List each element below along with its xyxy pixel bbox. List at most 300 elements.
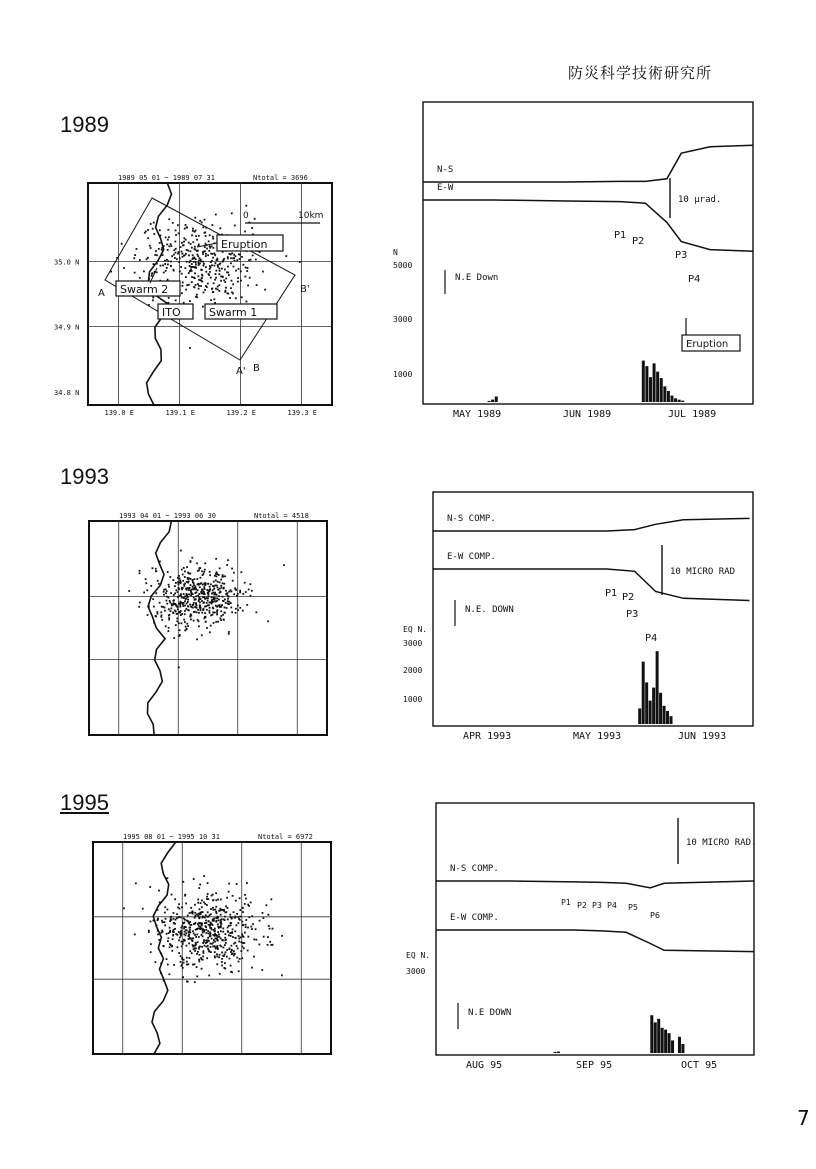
epicenter-dot xyxy=(194,923,196,925)
epicenter-dot xyxy=(196,607,198,609)
epicenter-dot xyxy=(181,569,183,571)
histogram-bar xyxy=(670,716,673,724)
epicenter-dot xyxy=(189,265,191,267)
epicenter-dot xyxy=(239,590,241,592)
epicenter-dot xyxy=(197,283,199,285)
epicenter-dot xyxy=(217,264,219,266)
epicenter-dot xyxy=(176,258,178,260)
histogram-bar xyxy=(657,1019,660,1053)
epicenter-dot xyxy=(179,634,181,636)
epicenter-dot xyxy=(158,248,160,250)
histogram-bar xyxy=(557,1052,560,1053)
epicenter-dot xyxy=(206,248,208,250)
epicenter-dot xyxy=(213,909,215,911)
epicenter-dot xyxy=(244,276,246,278)
epicenter-dot xyxy=(181,285,183,287)
epicenter-dot xyxy=(203,931,205,933)
epicenter-dot xyxy=(167,909,169,911)
epicenter-dot xyxy=(245,926,247,928)
peak-label: P2 xyxy=(632,236,645,247)
epicenter-dot xyxy=(206,896,208,898)
epicenter-dot xyxy=(206,932,208,934)
epicenter-dot xyxy=(231,918,233,920)
epicenter-dot xyxy=(206,602,208,604)
epicenter-dot xyxy=(183,597,185,599)
epicenter-dot xyxy=(138,606,140,608)
epicenter-dot xyxy=(172,938,174,940)
epicenter-dot xyxy=(215,899,217,901)
epicenter-dot xyxy=(209,602,211,604)
epicenter-dot xyxy=(192,964,194,966)
epicenter-dot xyxy=(189,929,191,931)
epicenter-dot xyxy=(213,939,215,941)
epicenter-dot xyxy=(173,612,175,614)
epicenter-dot xyxy=(200,607,202,609)
epicenter-dot xyxy=(212,589,214,591)
epicenter-dot xyxy=(173,922,175,924)
epicenter-dot xyxy=(217,259,219,261)
epicenter-dot xyxy=(223,583,225,585)
epicenter-dot xyxy=(212,236,214,238)
epicenter-dot xyxy=(159,229,161,231)
epicenter-dot xyxy=(189,604,191,606)
epicenter-dot xyxy=(173,600,175,602)
epicenter-dot xyxy=(145,582,147,584)
epicenter-dot xyxy=(232,257,234,259)
epicenter-dot xyxy=(206,627,208,629)
epicenter-dot xyxy=(164,924,166,926)
histogram-y-tick: 1000 xyxy=(403,695,423,704)
epicenter-dot xyxy=(178,916,180,918)
epicenter-dot xyxy=(176,917,178,919)
epicenter-dot xyxy=(181,941,183,943)
epicenter-dot xyxy=(222,955,224,957)
epicenter-dot xyxy=(184,919,186,921)
epicenter-dot xyxy=(178,903,180,905)
epicenter-dot xyxy=(178,232,180,234)
epicenter-dot xyxy=(187,599,189,601)
epicenter-dot xyxy=(186,249,188,251)
epicenter-dot xyxy=(246,882,248,884)
institute-header: 防災科学技術研究所 xyxy=(568,64,713,82)
epicenter-dot xyxy=(219,945,221,947)
epicenter-dot xyxy=(160,611,162,613)
epicenter-dot xyxy=(214,279,216,281)
epicenter-dot xyxy=(182,245,184,247)
histogram-bar xyxy=(638,708,641,724)
epicenter-dot xyxy=(139,277,141,279)
map-frame xyxy=(93,842,331,1054)
epicenter-dot xyxy=(154,254,156,256)
epicenter-dot xyxy=(184,621,186,623)
epicenter-dot xyxy=(177,907,179,909)
epicenter-dot xyxy=(187,920,189,922)
epicenter-dot xyxy=(211,938,213,940)
epicenter-dot xyxy=(183,567,185,569)
epicenter-dot xyxy=(209,268,211,270)
epicenter-dot xyxy=(221,276,223,278)
epicenter-dot xyxy=(159,901,161,903)
epicenter-dot xyxy=(170,919,172,921)
epicenter-dot xyxy=(218,268,220,270)
epicenter-dot xyxy=(224,281,226,283)
histogram-bar xyxy=(645,682,648,724)
epicenter-dot xyxy=(216,953,218,955)
epicenter-dot xyxy=(239,254,241,256)
epicenter-dot xyxy=(143,270,145,272)
epicenter-dot xyxy=(156,254,158,256)
epicenter-dot xyxy=(203,609,205,611)
epicenter-dot xyxy=(270,944,272,946)
epicenter-dot xyxy=(227,266,229,268)
epicenter-dot xyxy=(235,297,237,299)
epicenter-dot xyxy=(221,576,223,578)
epicenter-dot xyxy=(251,915,253,917)
epicenter-dot xyxy=(231,611,233,613)
epicenter-dot xyxy=(202,275,204,277)
epicenter-dot xyxy=(205,285,207,287)
epicenter-dot xyxy=(186,284,188,286)
epicenter-dot xyxy=(189,250,191,252)
epicenter-dot xyxy=(161,247,163,249)
epicenter-dot xyxy=(169,931,171,933)
epicenter-dot xyxy=(199,601,201,603)
epicenter-dot xyxy=(139,572,141,574)
epicenter-dot xyxy=(173,637,175,639)
epicenter-dot xyxy=(244,582,246,584)
epicenter-dot xyxy=(201,634,203,636)
epicenter-dot xyxy=(168,236,170,238)
epicenter-dot xyxy=(202,959,204,961)
epicenter-dot xyxy=(239,909,241,911)
epicenter-dot xyxy=(181,253,183,255)
epicenter-dot xyxy=(180,602,182,604)
epicenter-dot xyxy=(181,622,183,624)
epicenter-dot xyxy=(157,919,159,921)
epicenter-dot xyxy=(183,585,185,587)
epicenter-dot xyxy=(196,611,198,613)
epicenter-dot xyxy=(205,271,207,273)
epicenter-dot xyxy=(234,260,236,262)
scale-bar-start: 0 xyxy=(243,211,249,221)
epicenter-dot xyxy=(217,926,219,928)
map-x-tick: 139.3 E xyxy=(287,409,318,417)
epicenter-dot xyxy=(190,560,192,562)
epicenter-dot xyxy=(231,591,233,593)
epicenter-dot xyxy=(220,615,222,617)
epicenter-dot xyxy=(235,255,237,257)
epicenter-dot xyxy=(211,923,213,925)
epicenter-dot xyxy=(222,261,224,263)
epicenter-dot xyxy=(238,961,240,963)
epicenter-dot xyxy=(237,916,239,918)
epicenter-dot xyxy=(228,891,230,893)
epicenter-dot xyxy=(218,598,220,600)
epicenter-dot xyxy=(233,266,235,268)
map-x-tick: 139.0 E xyxy=(104,409,135,417)
epicenter-dot xyxy=(180,927,182,929)
epicenter-dot xyxy=(207,882,209,884)
epicenter-dot xyxy=(214,951,216,953)
epicenter-dot xyxy=(198,596,200,598)
epicenter-dot xyxy=(166,590,168,592)
epicenter-dot xyxy=(240,280,242,282)
epicenter-dot xyxy=(177,946,179,948)
epicenter-dot xyxy=(206,916,208,918)
epicenter-dot xyxy=(173,594,175,596)
epicenter-dot xyxy=(172,931,174,933)
epicenter-dot xyxy=(246,301,248,303)
epicenter-dot xyxy=(208,921,210,923)
epicenter-dot xyxy=(200,285,202,287)
epicenter-dot xyxy=(225,933,227,935)
epicenter-dot xyxy=(173,912,175,914)
epicenter-dot xyxy=(225,905,227,907)
epicenter-dot xyxy=(203,591,205,593)
epicenter-dot xyxy=(167,263,169,265)
epicenter-dot xyxy=(204,250,206,252)
epicenter-dot xyxy=(188,581,190,583)
epicenter-dot xyxy=(150,247,152,249)
epicenter-dot xyxy=(203,952,205,954)
epicenter-dot xyxy=(182,282,184,284)
epicenter-dot xyxy=(176,620,178,622)
epicenter-dot xyxy=(204,903,206,905)
epicenter-dot xyxy=(194,585,196,587)
epicenter-dot xyxy=(207,893,209,895)
epicenter-dot xyxy=(216,956,218,958)
epicenter-dot xyxy=(194,248,196,250)
epicenter-dot xyxy=(185,224,187,226)
epicenter-dot xyxy=(249,277,251,279)
epicenter-dot xyxy=(165,918,167,920)
epicenter-dot xyxy=(192,241,194,243)
epicenter-dot xyxy=(177,587,179,589)
epicenter-dot xyxy=(216,575,218,577)
epicenter-dot xyxy=(235,608,237,610)
epicenter-dot xyxy=(212,291,214,293)
epicenter-dot xyxy=(159,235,161,237)
epicenter-dot xyxy=(203,593,205,595)
epicenter-dot xyxy=(168,245,170,247)
epicenter-dot xyxy=(210,625,212,627)
epicenter-dot xyxy=(123,907,125,909)
epicenter-dot xyxy=(251,967,253,969)
epicenter-dot xyxy=(223,279,225,281)
epicenter-dot xyxy=(187,963,189,965)
epicenter-dot xyxy=(194,592,196,594)
epicenter-dot xyxy=(206,609,208,611)
epicenter-dot xyxy=(217,289,219,291)
epicenter-dot xyxy=(167,964,169,966)
peak-label: P2 xyxy=(622,592,635,603)
epicenter-dot xyxy=(188,938,190,940)
epicenter-dot xyxy=(189,300,191,302)
epicenter-dot xyxy=(169,610,171,612)
epicenter-dot xyxy=(196,638,198,640)
epicenter-dot xyxy=(152,920,154,922)
epicenter-dot xyxy=(188,934,190,936)
epicenter-dot xyxy=(232,580,234,582)
tilt-series-name: E-W COMP. xyxy=(450,913,499,923)
epicenter-dot xyxy=(182,922,184,924)
epicenter-dot xyxy=(193,261,195,263)
epicenter-dot xyxy=(182,580,184,582)
epicenter-dot xyxy=(210,933,212,935)
epicenter-dot xyxy=(243,947,245,949)
epicenter-dot xyxy=(193,620,195,622)
epicenter-dot xyxy=(167,279,169,281)
epicenter-dot xyxy=(209,612,211,614)
epicenter-dot xyxy=(207,283,209,285)
map-period-label: 1989 05 01 ~ 1989 07 31 xyxy=(118,174,215,182)
epicenter-dot xyxy=(184,939,186,941)
epicenter-dot xyxy=(181,597,183,599)
epicenter-dot xyxy=(210,935,212,937)
epicenter-dot xyxy=(217,587,219,589)
epicenter-dot xyxy=(244,894,246,896)
epicenter-dot xyxy=(195,942,197,944)
epicenter-dot xyxy=(157,909,159,911)
epicenter-dot xyxy=(218,919,220,921)
epicenter-dot xyxy=(299,261,301,263)
epicenter-dot xyxy=(170,265,172,267)
epicenter-dot xyxy=(171,894,173,896)
epicenter-dot xyxy=(160,953,162,955)
epicenter-dot xyxy=(209,574,211,576)
epicenter-dot xyxy=(213,597,215,599)
epicenter-dot xyxy=(247,927,249,929)
epicenter-dot xyxy=(229,297,231,299)
epicenter-dot xyxy=(222,928,224,930)
epicenter-dot xyxy=(190,618,192,620)
tilt-series-name: N-S xyxy=(437,165,454,175)
epicenter-dot xyxy=(173,269,175,271)
epicenter-dot xyxy=(234,930,236,932)
epicenter-dot xyxy=(199,567,201,569)
epicenter-dot xyxy=(224,916,226,918)
epicenter-dot xyxy=(209,571,211,573)
epicenter-dot xyxy=(249,583,251,585)
epicenter-dot xyxy=(152,297,154,299)
epicenter-dot xyxy=(152,299,154,301)
epicenter-dot xyxy=(206,946,208,948)
epicenter-dot xyxy=(177,606,179,608)
epicenter-dot xyxy=(210,951,212,953)
epicenter-dot xyxy=(208,933,210,935)
map-period-label: 1993 04 01 ~ 1993 06 30 xyxy=(119,512,216,520)
epicenter-dot xyxy=(166,267,168,269)
histogram-y-tick: 5000 xyxy=(393,261,413,270)
epicenter-dot xyxy=(211,596,213,598)
epicenter-dot xyxy=(161,920,163,922)
epicenter-dot xyxy=(215,621,217,623)
epicenter-dot xyxy=(203,875,205,877)
epicenter-dot xyxy=(220,910,222,912)
epicenter-dot xyxy=(214,585,216,587)
epicenter-dot xyxy=(192,580,194,582)
epicenter-dot xyxy=(246,604,248,606)
epicenter-dot xyxy=(213,282,215,284)
epicenter-dot xyxy=(239,916,241,918)
epicenter-dot xyxy=(161,606,163,608)
epicenter-dot xyxy=(225,912,227,914)
epicenter-dot xyxy=(158,890,160,892)
epicenter-dot xyxy=(182,603,184,605)
epicenter-dot xyxy=(205,621,207,623)
epicenter-dot xyxy=(285,255,287,257)
epicenter-dot xyxy=(281,974,283,976)
epicenter-dot xyxy=(167,229,169,231)
epicenter-dot xyxy=(210,299,212,301)
epicenter-dot xyxy=(187,601,189,603)
epicenter-dot xyxy=(201,968,203,970)
epicenter-dot xyxy=(175,589,177,591)
epicenter-dot xyxy=(194,934,196,936)
epicenter-dot xyxy=(232,283,234,285)
epicenter-dot xyxy=(178,666,180,668)
epicenter-dot xyxy=(157,933,159,935)
epicenter-dot xyxy=(201,899,203,901)
epicenter-dot xyxy=(215,911,217,913)
epicenter-dot xyxy=(210,923,212,925)
epicenter-dot xyxy=(247,267,249,269)
histogram-bar xyxy=(491,400,494,402)
epicenter-dot xyxy=(224,612,226,614)
epicenter-dot xyxy=(192,937,194,939)
epicenter-dot xyxy=(224,919,226,921)
epicenter-dot xyxy=(204,945,206,947)
epicenter-dot xyxy=(204,588,206,590)
epicenter-dot xyxy=(238,970,240,972)
epicenter-dot xyxy=(162,921,164,923)
epicenter-dot xyxy=(180,246,182,248)
epicenter-dot xyxy=(181,251,183,253)
epicenter-dot xyxy=(189,924,191,926)
epicenter-dot xyxy=(213,622,215,624)
epicenter-dot xyxy=(186,594,188,596)
epicenter-dot xyxy=(121,243,123,245)
epicenter-dot xyxy=(210,277,212,279)
epicenter-dot xyxy=(234,953,236,955)
epicenter-dot xyxy=(224,575,226,577)
epicenter-dot xyxy=(206,589,208,591)
epicenter-dot xyxy=(150,951,152,953)
epicenter-dot xyxy=(189,950,191,952)
epicenter-dot xyxy=(200,609,202,611)
tilt-x-tick: OCT 95 xyxy=(681,1060,718,1071)
epicenter-dot xyxy=(194,272,196,274)
tilt-x-tick: APR 1993 xyxy=(463,731,512,742)
epicenter-dot xyxy=(188,593,190,595)
epicenter-dot xyxy=(180,916,182,918)
epicenter-dot xyxy=(190,907,192,909)
epicenter-dot xyxy=(168,608,170,610)
epicenter-dot xyxy=(225,290,227,292)
epicenter-dot xyxy=(240,936,242,938)
epicenter-dot xyxy=(227,907,229,909)
label-arrow xyxy=(197,243,217,247)
epicenter-dot xyxy=(213,598,215,600)
epicenter-dot xyxy=(240,270,242,272)
epicenter-dot xyxy=(192,586,194,588)
epicenter-dot xyxy=(234,917,236,919)
epicenter-dot xyxy=(224,599,226,601)
epicenter-dot xyxy=(222,596,224,598)
eruption-label: Eruption xyxy=(686,339,729,350)
epicenter-dot xyxy=(189,927,191,929)
epicenter-dot xyxy=(231,291,233,293)
